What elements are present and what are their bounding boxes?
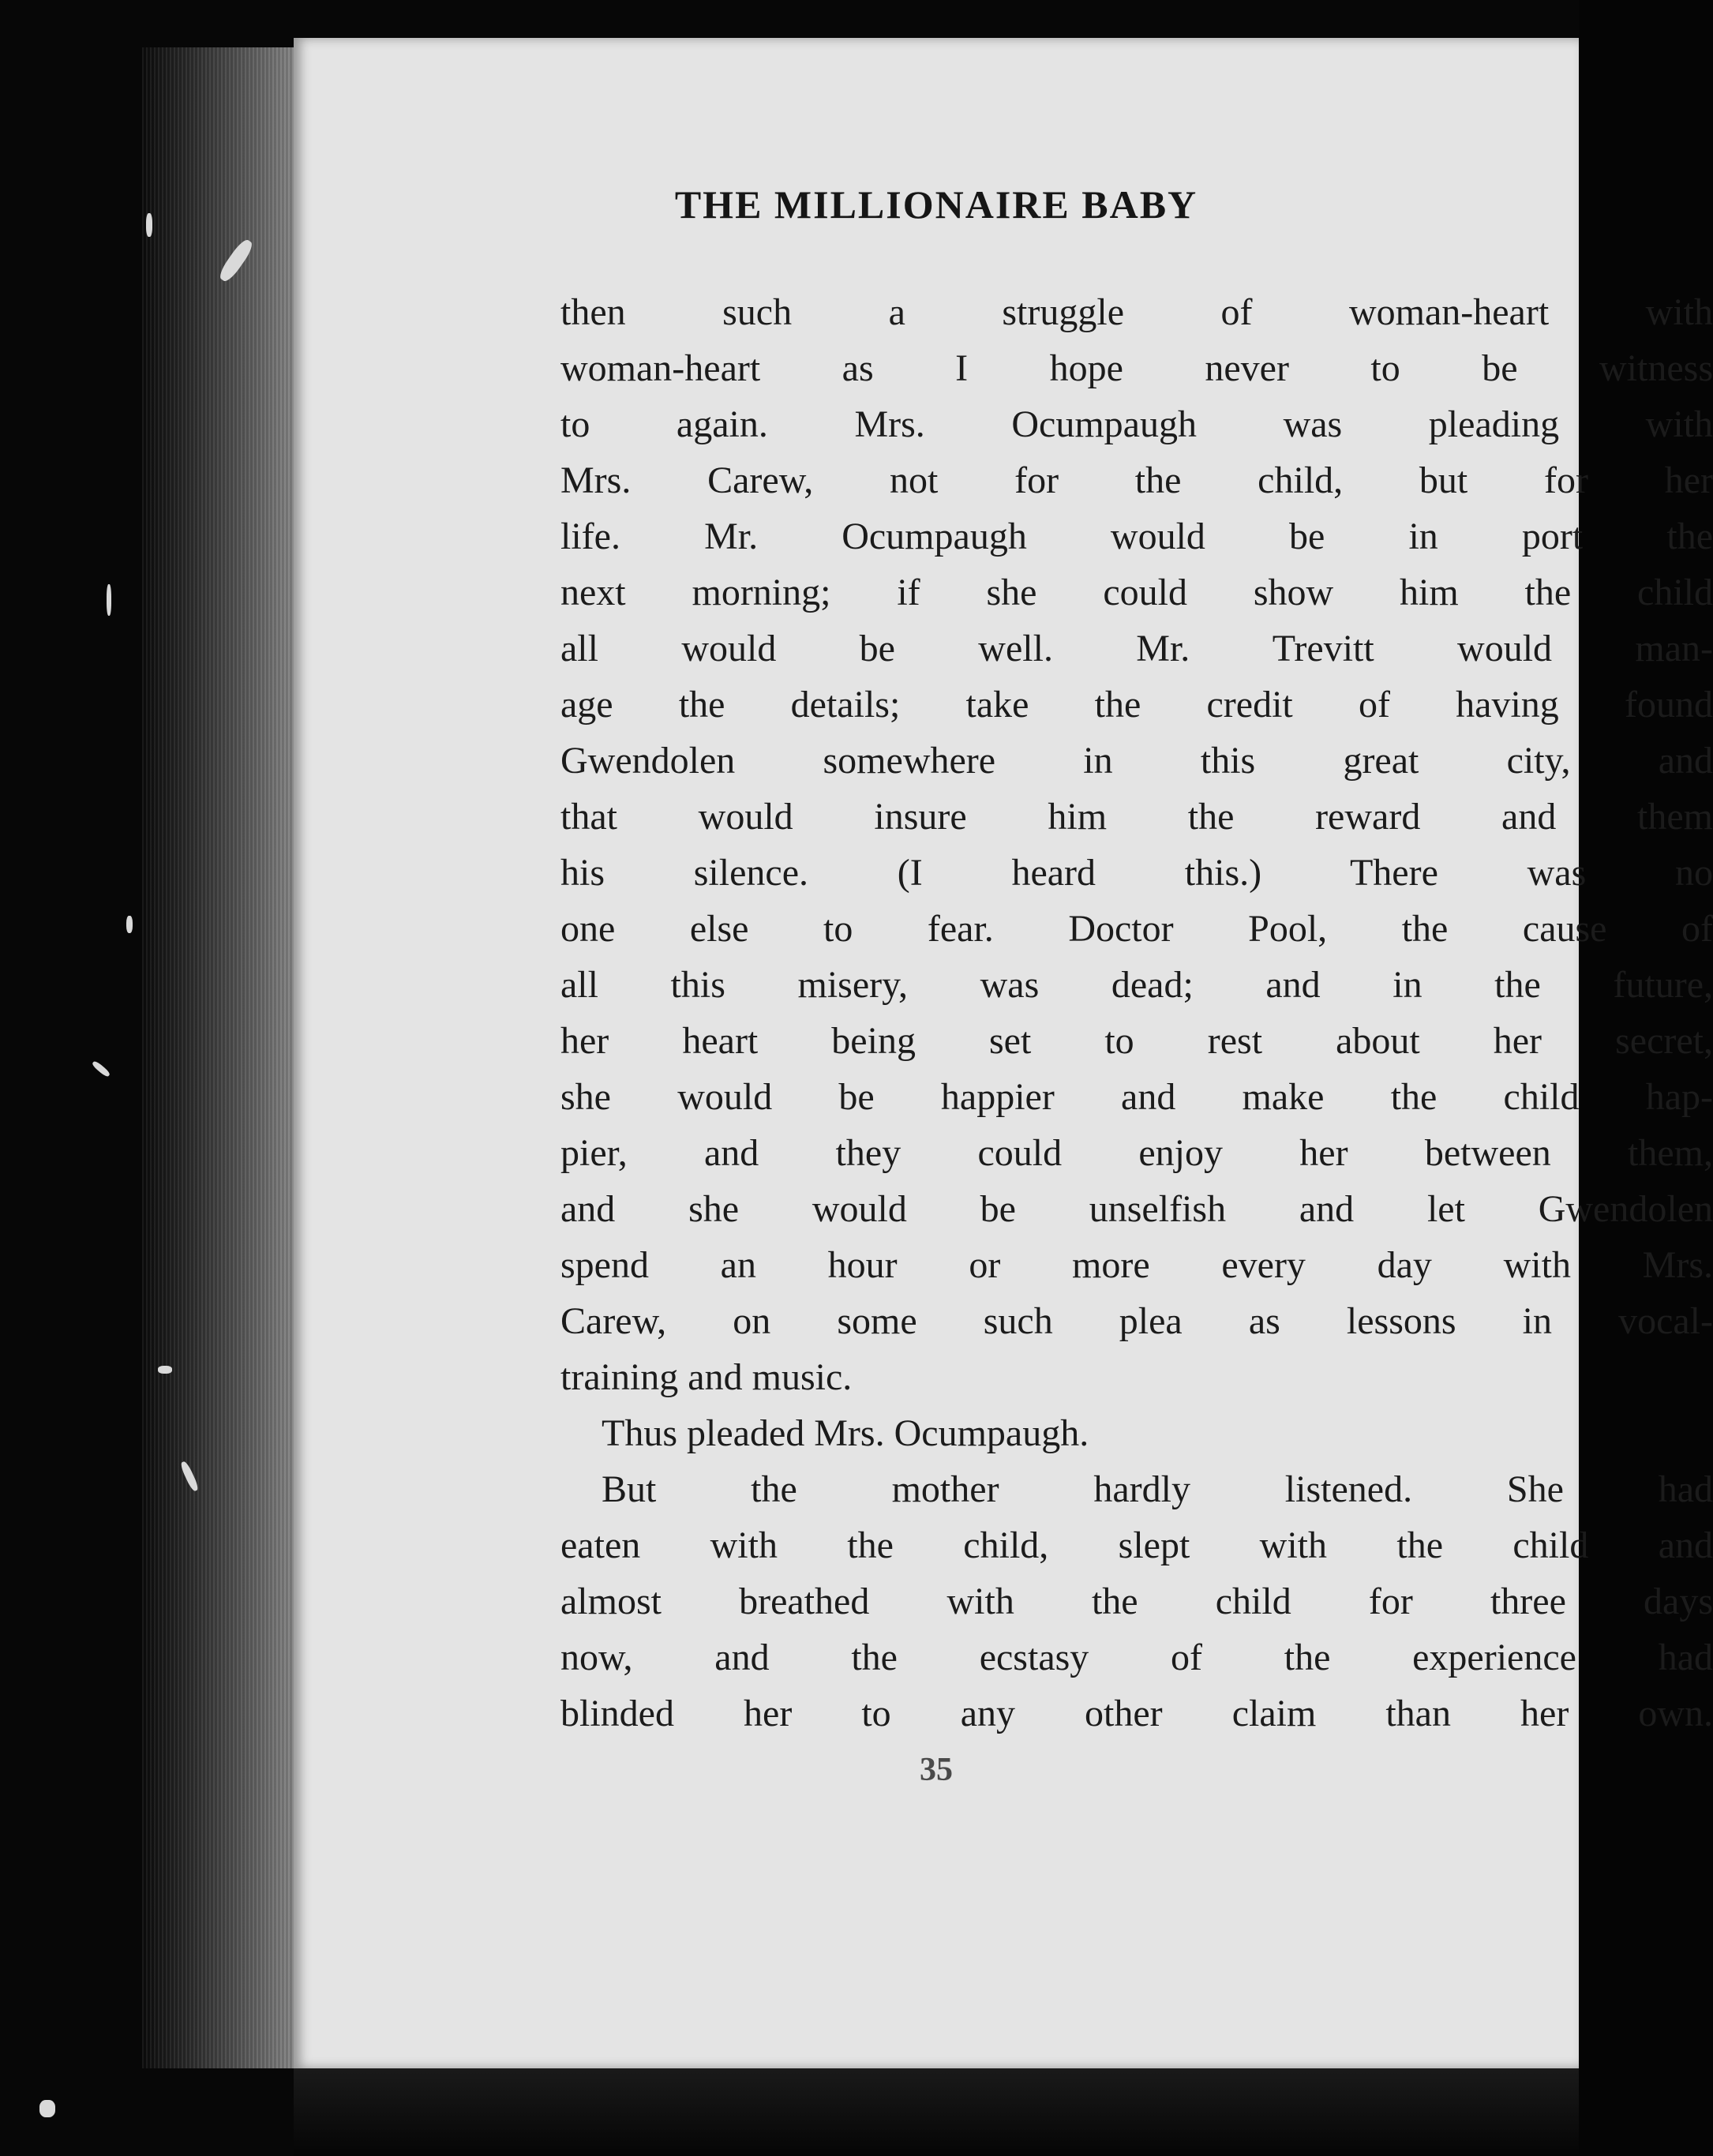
- text-line: she would be happier and make the child hap-: [560, 1076, 1713, 1118]
- book-binding-edge: [142, 47, 300, 2068]
- text-line: blinded her to any other claim than her own.: [560, 1693, 1713, 1734]
- dust-speck: [91, 1060, 111, 1078]
- text-line: woman-heart as I hope never to be witness: [560, 347, 1713, 389]
- text-line: life. Mr. Ocumpaugh would be in port the: [560, 516, 1713, 557]
- text-line: Carew, on some such plea as lessons in vocal-: [560, 1300, 1713, 1342]
- text-line: almost breathed with the child for three days: [560, 1580, 1713, 1622]
- page-bottom-shadow: [294, 2068, 1579, 2156]
- dust-speck: [126, 916, 133, 933]
- text-line: But the mother hardly listened. She had: [602, 1468, 1713, 1510]
- text-line: all this misery, was dead; and in the future,: [560, 964, 1713, 1006]
- book-page: [294, 38, 1713, 2068]
- text-line: Mrs. Carew, not for the child, but for her: [560, 459, 1713, 501]
- text-line: now, and the ecstasy of the experience had: [560, 1637, 1713, 1678]
- text-line: next morning; if she could show him the child: [560, 572, 1713, 613]
- text-line: that would insure him the reward and them: [560, 796, 1713, 838]
- text-line: then such a struggle of woman-heart with: [560, 291, 1713, 333]
- dust-speck: [146, 213, 152, 237]
- page-number: 35: [920, 1752, 953, 1788]
- text-line: her heart being set to rest about her secret,: [560, 1020, 1713, 1062]
- text-line: Gwendolen somewhere in this great city, and: [560, 740, 1713, 782]
- text-line: to again. Mrs. Ocumpaugh was pleading with: [560, 403, 1713, 445]
- dust-speck: [107, 584, 111, 616]
- text-line: training and music.: [560, 1356, 853, 1398]
- text-line: age the details; take the credit of having found: [560, 684, 1713, 726]
- dust-speck: [39, 2100, 55, 2117]
- text-line: eaten with the child, slept with the child and: [560, 1524, 1713, 1566]
- text-line: his silence. (I heard this.) There was no: [560, 852, 1713, 894]
- dust-speck: [158, 1366, 172, 1374]
- text-line: Thus pleaded Mrs. Ocumpaugh.: [602, 1412, 1089, 1454]
- text-line: spend an hour or more every day with Mrs.: [560, 1244, 1713, 1286]
- text-line: all would be well. Mr. Trevitt would man-: [560, 628, 1713, 669]
- text-line: and she would be unselfish and let Gwendolen: [560, 1188, 1713, 1230]
- text-line: pier, and they could enjoy her between them,: [560, 1132, 1713, 1174]
- text-line: one else to fear. Doctor Pool, the cause of: [560, 908, 1713, 950]
- page-body: [560, 284, 1713, 1742]
- running-head: THE MILLIONAIRE BABY: [674, 182, 1198, 227]
